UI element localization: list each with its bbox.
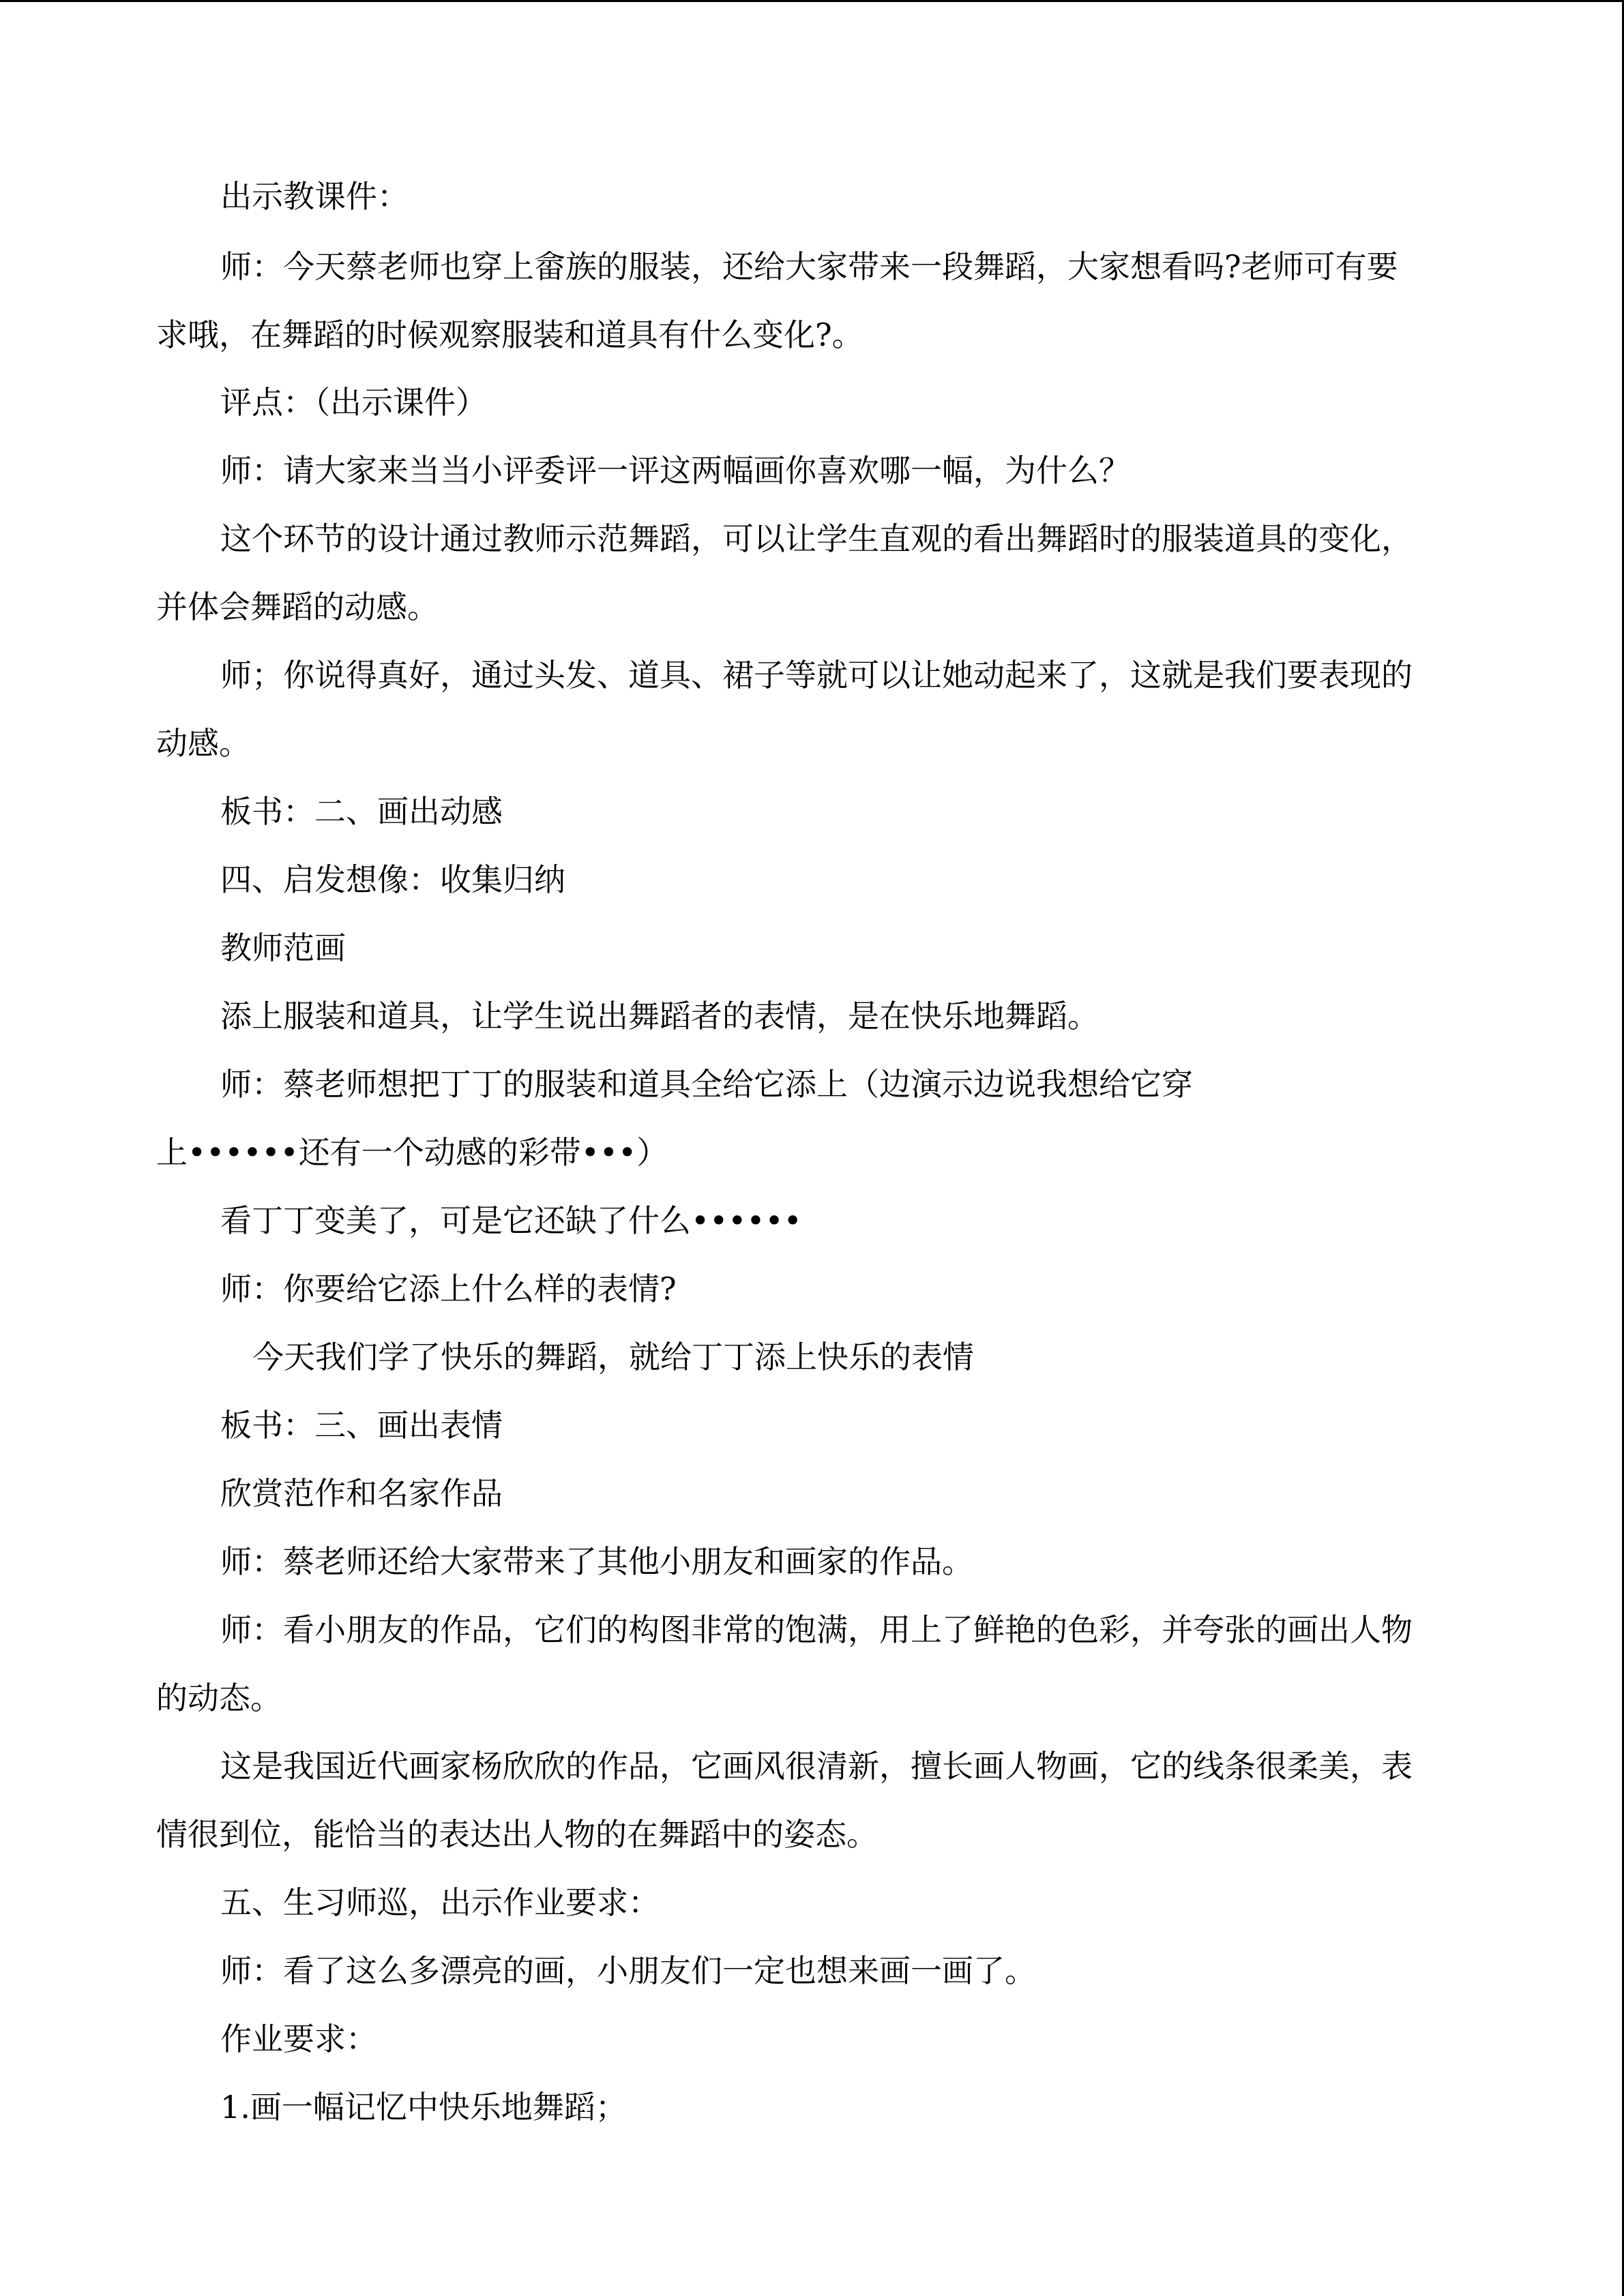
paragraph-line: 欣赏范作和名家作品 bbox=[220, 1475, 503, 1512]
paragraph-line: 师：今天蔡老师也穿上畲族的服装，还给大家带来一段舞蹈，大家想看吗?老师可有要 bbox=[220, 248, 1398, 285]
paragraph-line: 这是我国近代画家杨欣欣的作品，它画风很清新，擅长画人物画，它的线条很柔美，表 bbox=[220, 1748, 1413, 1785]
paragraph-line: 添上服装和道具，让学生说出舞蹈者的表情，是在快乐地舞蹈。 bbox=[220, 998, 1099, 1034]
paragraph-line: 情很到位，能恰当的表达出人物的在舞蹈中的姿态。 bbox=[156, 1816, 878, 1853]
paragraph-line: 师：蔡老师还给大家带来了其他小朋友和画家的作品。 bbox=[220, 1543, 973, 1580]
paragraph-line: 并体会舞蹈的动感。 bbox=[156, 588, 439, 625]
paragraph-line: 上••••••还有一个动感的彩带•••） bbox=[156, 1134, 668, 1171]
paragraph-line: 出示教课件： bbox=[220, 178, 409, 215]
paragraph-line: 的动态。 bbox=[156, 1680, 282, 1716]
paragraph-line: 四、启发想像：收集归纳 bbox=[220, 861, 565, 898]
paragraph-line: 看丁丁变美了，可是它还缺了什么•••••• bbox=[220, 1202, 802, 1239]
paragraph-line: 评点：（出示课件） bbox=[220, 384, 487, 421]
paragraph-line: 师：看了这么多漂亮的画，小朋友们一定也想来画一画了。 bbox=[220, 1952, 1036, 1989]
paragraph-line: 教师范画 bbox=[220, 929, 346, 966]
paragraph-line: 师；你说得真好，通过头发、道具、裙子等就可以让她动起来了，这就是我们要表现的 bbox=[220, 657, 1413, 694]
paragraph-line: 师：蔡老师想把丁丁的服装和道具全给它添上（边演示边说我想给它穿 bbox=[220, 1066, 1193, 1103]
paragraph-line: 师：请大家来当当小评委评一评这两幅画你喜欢哪一幅，为什么？ bbox=[220, 452, 1130, 489]
paragraph-line: 这个环节的设计通过教师示范舞蹈，可以让学生直观的看出舞蹈时的服装道具的变化， bbox=[220, 520, 1413, 557]
paragraph-line: 五、生习师巡，出示作业要求： bbox=[220, 1884, 660, 1921]
paragraph-line: 师：看小朋友的作品，它们的构图非常的饱满，用上了鲜艳的色彩，并夸张的画出人物 bbox=[220, 1611, 1413, 1648]
paragraph-line: 今天我们学了快乐的舞蹈，就给丁丁添上快乐的表情 bbox=[252, 1339, 974, 1375]
paragraph-line: 动感。 bbox=[156, 725, 250, 762]
paragraph-line: 作业要求： bbox=[220, 2021, 377, 2057]
paragraph-line: 板书：三、画出表情 bbox=[220, 1407, 503, 1444]
paragraph-line: 1.画一幅记忆中快乐地舞蹈； bbox=[220, 2089, 627, 2126]
paragraph-line: 板书：二、画出动感 bbox=[220, 793, 503, 830]
paragraph-line: 师：你要给它添上什么样的表情? bbox=[220, 1270, 677, 1307]
paragraph-line: 求哦，在舞蹈的时候观察服装和道具有什么变化?。 bbox=[156, 316, 863, 353]
